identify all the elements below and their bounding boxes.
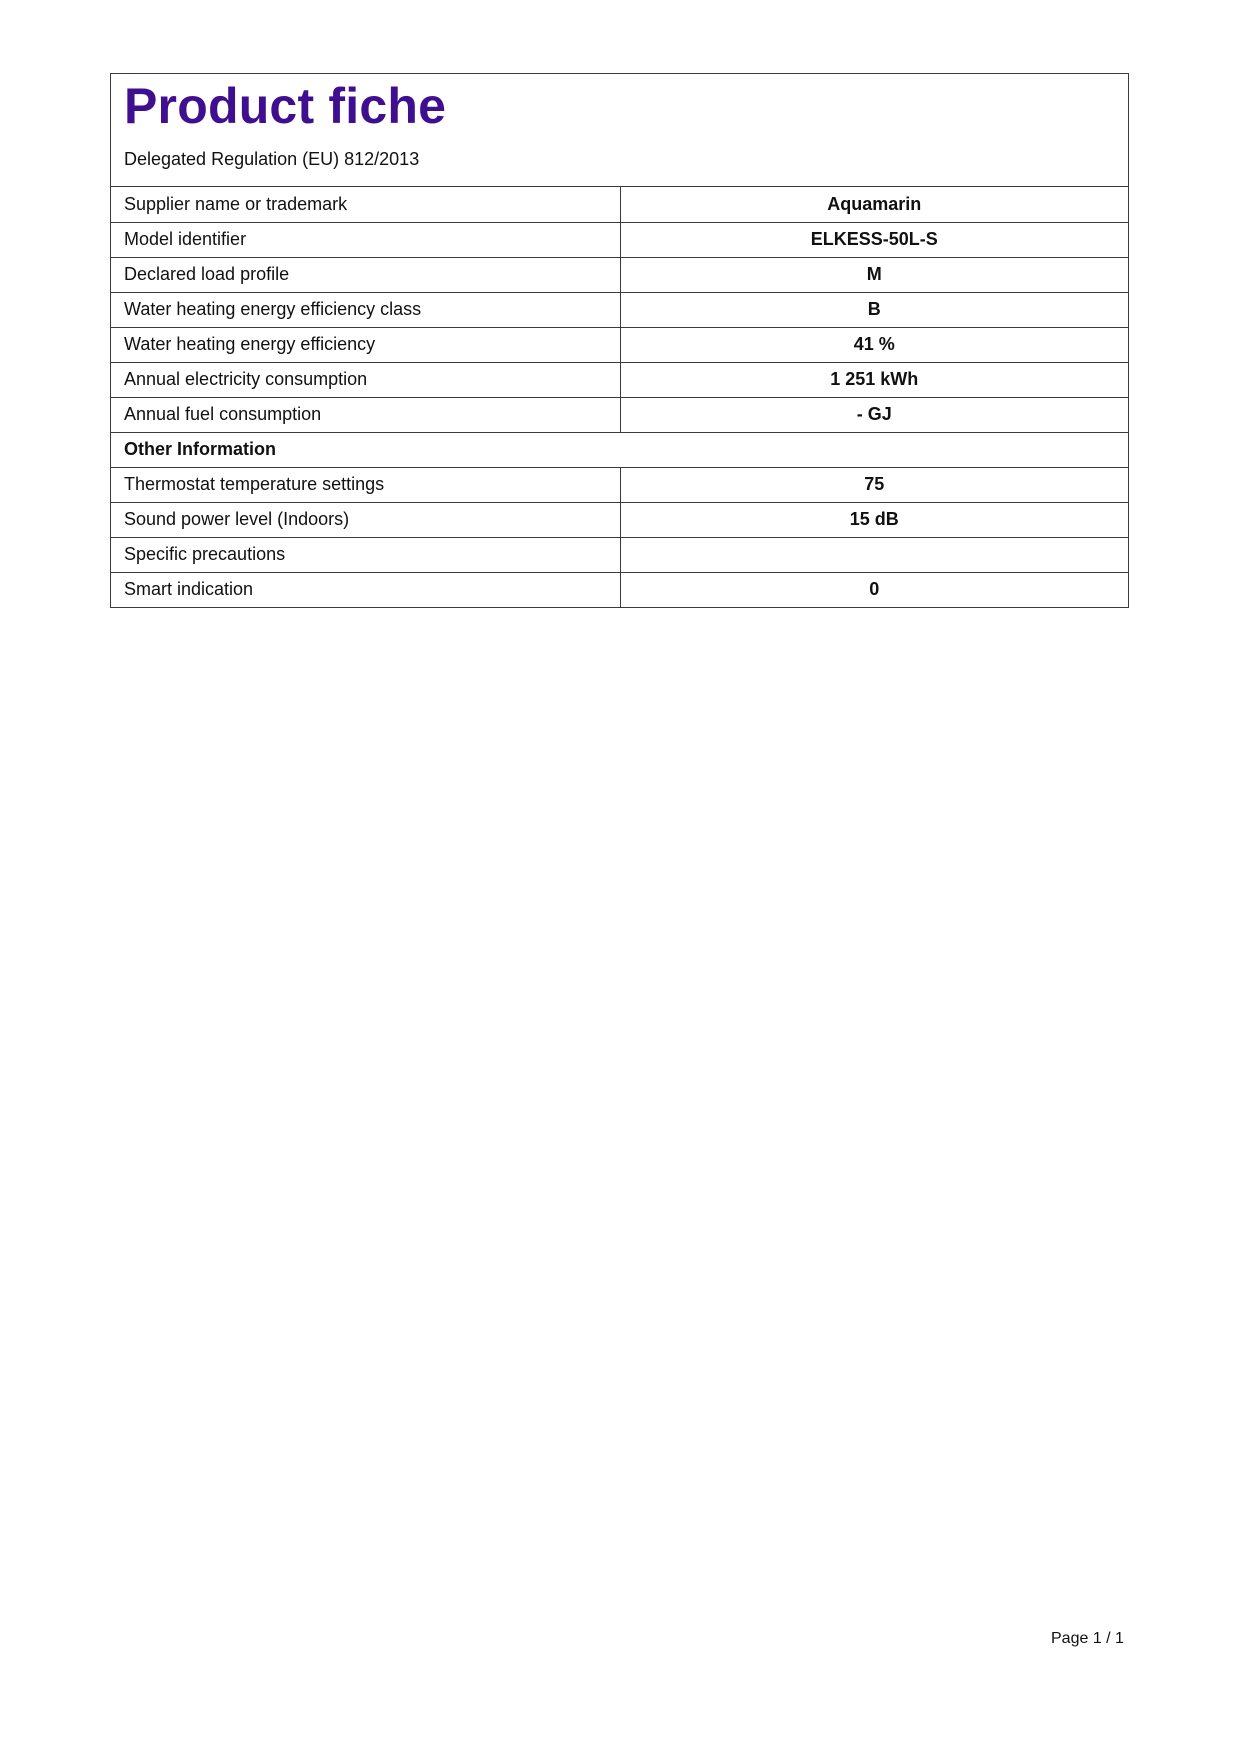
row-value: 1 251 kWh xyxy=(620,362,1128,397)
row-label: Specific precautions xyxy=(111,537,620,572)
row-label: Smart indication xyxy=(111,572,620,607)
fiche-header xyxy=(111,74,1128,187)
row-value: B xyxy=(620,292,1128,327)
table-row xyxy=(111,502,1128,537)
section-header-row xyxy=(111,432,1128,467)
product-fiche xyxy=(110,73,1129,608)
regulation-subtitle: Delegated Regulation (EU) 812/2013 xyxy=(124,149,420,169)
row-label: Supplier name or trademark xyxy=(111,187,620,222)
row-value xyxy=(620,537,1128,572)
row-label: Sound power level (Indoors) xyxy=(111,502,620,537)
table-row xyxy=(111,222,1128,257)
table-row xyxy=(111,362,1128,397)
table-row xyxy=(111,327,1128,362)
row-label: Model identifier xyxy=(111,222,620,257)
row-value: 41 % xyxy=(620,327,1128,362)
page-title: Product fiche xyxy=(124,78,447,134)
row-label: Water heating energy efficiency class xyxy=(111,292,620,327)
row-label: Declared load profile xyxy=(111,257,620,292)
table-row xyxy=(111,187,1128,222)
section-title: Other Information xyxy=(111,432,1128,467)
row-value: - GJ xyxy=(620,397,1128,432)
row-value: 0 xyxy=(620,572,1128,607)
row-label: Thermostat temperature settings xyxy=(111,467,620,502)
row-value: Aquamarin xyxy=(827,193,922,214)
table-row xyxy=(111,397,1128,432)
table-row xyxy=(111,572,1128,607)
page-number: Page 1 / 1 xyxy=(1051,1630,1124,1647)
row-value: M xyxy=(620,257,1128,292)
table-row xyxy=(111,537,1128,572)
table-row xyxy=(111,467,1128,502)
row-value: ELKESS-50L-S xyxy=(620,222,1128,257)
table-row xyxy=(111,257,1128,292)
row-value: 75 xyxy=(620,467,1128,502)
row-value: 15 dB xyxy=(620,502,1128,537)
row-label: Annual electricity consumption xyxy=(111,362,620,397)
row-label: Water heating energy efficiency xyxy=(111,327,620,362)
product-info-table xyxy=(111,187,1128,607)
row-label: Annual fuel consumption xyxy=(111,397,620,432)
table-row xyxy=(111,292,1128,327)
